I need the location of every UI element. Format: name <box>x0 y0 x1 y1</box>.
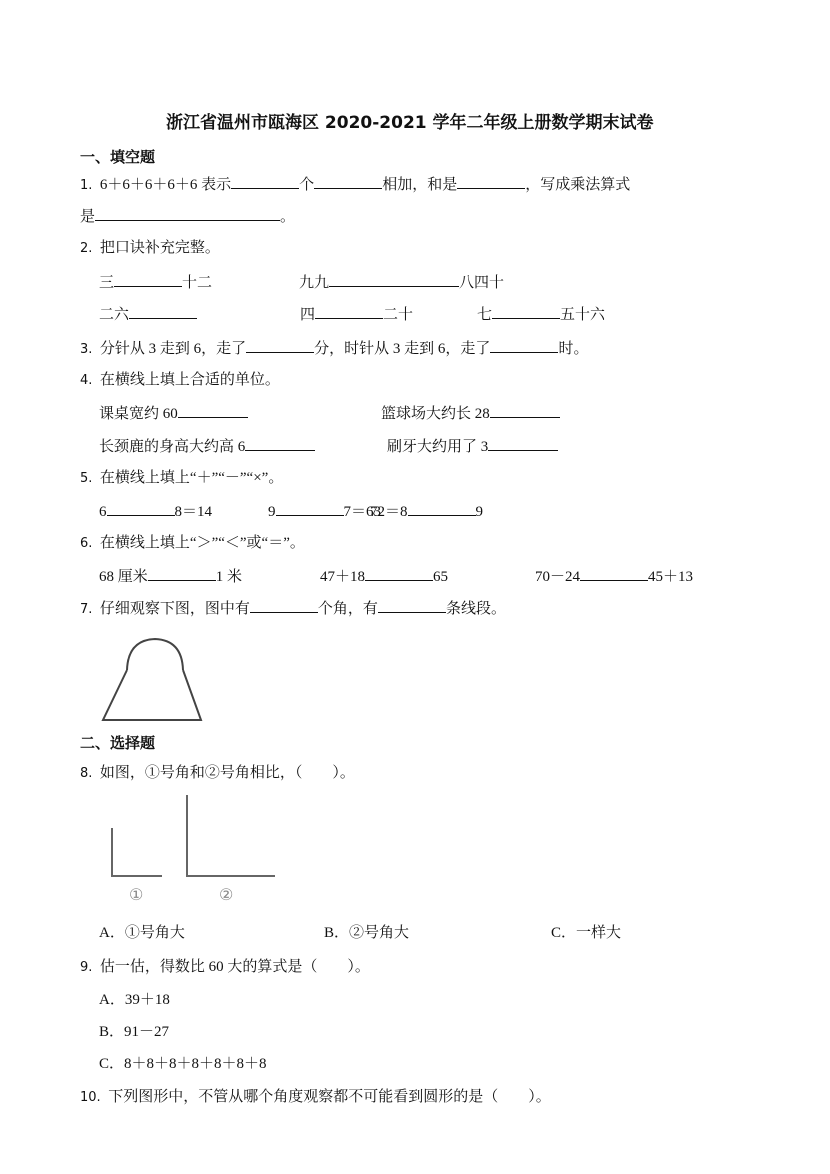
text: 五十六 <box>560 307 606 323</box>
question-8 <box>80 763 355 784</box>
angle-1-label: ① <box>129 887 144 904</box>
option-a[interactable]: A．39＋18 <box>99 992 170 1008</box>
text: 把口诀补充完整。 <box>99 240 220 256</box>
angle-2 <box>187 795 275 876</box>
text: 四 <box>300 307 316 323</box>
text: 长颈鹿的身高大约高 6 <box>99 439 246 455</box>
arch <box>127 639 183 670</box>
text: 九九 <box>299 275 330 291</box>
text: 6＋6＋6＋6＋6 表示 <box>99 177 232 193</box>
option-b[interactable]: B．91－27 <box>99 1024 170 1040</box>
text: 65 <box>433 569 449 585</box>
section-heading-fill-blank: 一、填空题 <box>80 148 156 166</box>
text: 二六 <box>99 307 130 323</box>
text: 十二 <box>182 275 213 291</box>
question-number: 8. <box>80 766 93 781</box>
question-number: 5. <box>80 471 93 486</box>
text: 个 <box>299 177 315 193</box>
question-number: 2. <box>80 241 93 256</box>
text: 47＋18 <box>320 569 366 585</box>
text: 刷牙大约用了 3 <box>387 439 489 455</box>
text: 在横线上填上“＞”“＜”或“＝”。 <box>99 535 305 551</box>
page-title: 浙江省温州市瓯海区 2020-2021 学年二年级上册数学期末试卷 <box>166 113 654 133</box>
text: 9 <box>475 504 484 520</box>
text: 三 <box>99 275 115 291</box>
text: 7＝63 <box>343 504 382 520</box>
text: 相加，和是 <box>382 177 458 193</box>
text: 分针从 3 走到 6，走了 <box>99 341 247 357</box>
question-number: 6. <box>80 536 93 551</box>
text: 课桌宽约 60 <box>99 406 178 422</box>
text: 时。 <box>558 341 589 357</box>
section-heading-choice: 二、选择题 <box>80 734 156 752</box>
text: 分，时针从 3 走到 6，走了 <box>314 341 491 357</box>
text: 在横线上填上合适的单位。 <box>99 372 280 388</box>
text: 。 <box>280 209 296 225</box>
text: 8＝14 <box>174 504 213 520</box>
text: 1 米 <box>215 569 243 585</box>
question-number: 4. <box>80 373 93 388</box>
angle-2-label: ② <box>219 887 234 904</box>
text: 在横线上填上“＋”“－”“×”。 <box>99 470 284 486</box>
angle-1 <box>112 828 162 876</box>
option-b[interactable]: B．②号角大 <box>324 925 410 941</box>
text: 68 厘米 <box>99 569 148 585</box>
text: 仔细观察下图，图中有 <box>99 601 250 617</box>
q7-figure <box>103 639 201 720</box>
option-a[interactable]: A．①号角大 <box>99 925 185 941</box>
text: 二十 <box>383 307 414 323</box>
text: 如图，①号角和②号角相比，（ ）。 <box>99 765 355 781</box>
text: 条线段。 <box>445 601 506 617</box>
text: 估一估，得数比 60 大的算式是（ ）。 <box>99 959 370 975</box>
trapezoid-lines <box>103 670 201 720</box>
question-9 <box>80 957 370 978</box>
text: 70－24 <box>535 569 581 585</box>
text: 篮球场大约长 28 <box>381 406 490 422</box>
text: 是 <box>80 209 96 225</box>
question-number: 10. <box>80 1090 101 1105</box>
text: 下列图形中，不管从哪个角度观察都不可能看到圆形的是（ ）。 <box>108 1089 551 1105</box>
question-number: 3. <box>80 342 93 357</box>
question-number: 1. <box>80 178 93 193</box>
text: 七 <box>477 307 493 323</box>
question-number: 7. <box>80 602 93 617</box>
option-c[interactable]: C．8＋8＋8＋8＋8＋8＋8 <box>99 1056 267 1072</box>
text: 45＋13 <box>648 569 694 585</box>
option-c[interactable]: C．一样大 <box>551 925 622 941</box>
question-10 <box>80 1087 551 1108</box>
text: ，写成乘法算式 <box>525 177 631 193</box>
question-number: 9. <box>80 960 93 975</box>
text: 八四十 <box>459 275 505 291</box>
text: 9 <box>268 504 276 520</box>
q8-figure <box>112 795 275 876</box>
text: 6 <box>99 504 107 520</box>
text: 72＝8 <box>370 504 408 520</box>
text: 个角，有 <box>317 601 378 617</box>
